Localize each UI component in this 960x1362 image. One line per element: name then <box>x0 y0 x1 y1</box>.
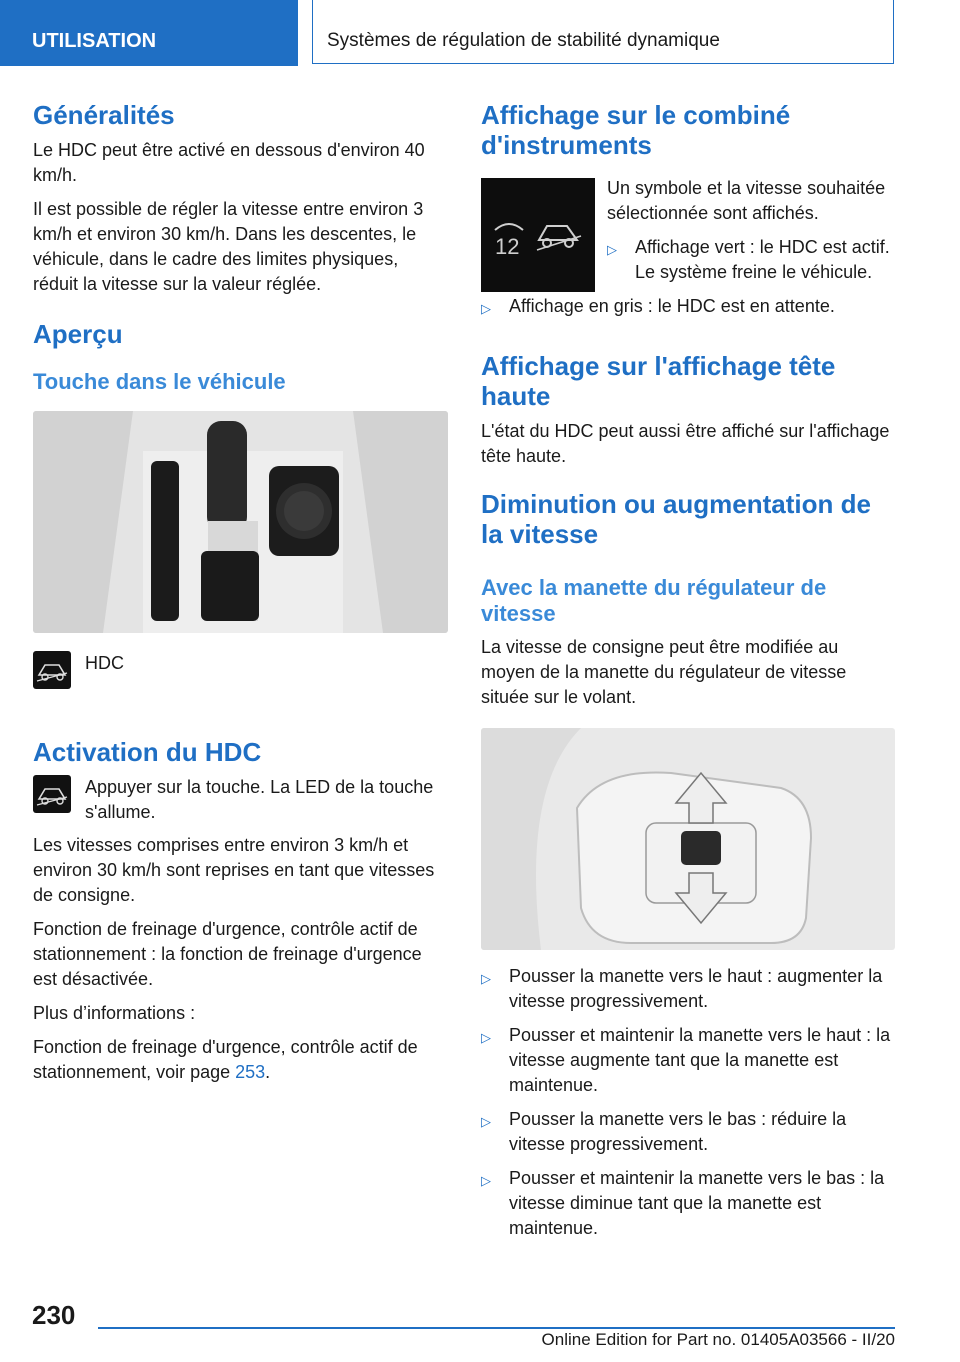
center-console-photo <box>33 411 448 633</box>
heading-hud: Affichage sur l'affichage tête haute <box>481 351 836 411</box>
combine-text-block <box>607 176 895 294</box>
page-link[interactable]: 253 <box>235 1062 266 1082</box>
page-number: 230 <box>32 1300 76 1330</box>
footer-divider <box>98 1327 895 1329</box>
list-item <box>481 964 895 1014</box>
paragraph <box>33 1035 448 1085</box>
combine-text: Un symbole et la vitesse souhaitée sélectionnée sont affichés. <box>607 178 886 223</box>
cluster-display-image <box>481 178 595 292</box>
bullet-triangle-icon: ▷ <box>481 1173 491 1188</box>
heading-apercu: Aperçu <box>33 319 123 349</box>
hdc-icon <box>33 775 71 813</box>
hdc-key-row <box>33 651 448 689</box>
list-item <box>481 294 895 321</box>
paragraph: Les vitesses comprises entre environ 3 km/h et environ 30 km/h sont reprises en tant que vitesses de consigne. <box>33 835 435 905</box>
section-tab: UTILISATION <box>0 0 298 66</box>
bullet-triangle-icon: ▷ <box>481 971 491 986</box>
right-column <box>481 100 895 1250</box>
heading-touche: Touche dans le véhicule <box>33 369 286 394</box>
bullet-text: Affichage en gris : le HDC est en attente. <box>509 296 835 316</box>
bullet-text: Pousser et maintenir la manette vers le bas : la vitesse diminue tant que la manette est maintenue. <box>509 1168 885 1238</box>
heading-lever: Avec la manette du régulateur de vitesse <box>481 575 827 626</box>
bullet-text: Affichage vert : le HDC est actif. Le système freine le véhicule. <box>635 237 890 282</box>
left-column <box>33 100 448 1094</box>
lever-text: La vitesse de consigne peut être modifiée au moyen de la manette du régulateur de vitesse située sur le volant. <box>481 637 847 707</box>
bullet-triangle-icon: ▷ <box>481 301 491 316</box>
hdc-label: HDC <box>85 653 124 673</box>
bullet-text: Pousser la manette vers le bas : réduire la vitesse progressivement. <box>509 1109 847 1154</box>
list-item <box>481 1023 895 1098</box>
bullet-triangle-icon: ▷ <box>607 242 617 257</box>
lever-bullet-list <box>481 964 895 1241</box>
paragraph: Fonction de freinage d'urgence, contrôle actif de stationnement : la fonction de freinage d'urgence est désactivée. <box>33 919 422 989</box>
bullet-text: Pousser et maintenir la manette vers le haut : la vitesse augmente tant que la manette est maintenue. <box>509 1025 891 1095</box>
activation-text: Appuyer sur la touche. La LED de la touche s'allume. <box>85 777 434 822</box>
hud-text: L'état du HDC peut aussi être affiché sur l'affichage tête haute. <box>481 421 890 466</box>
paragraph: Le HDC peut être activé en dessous d'environ 40 km/h. <box>33 140 425 185</box>
heading-activation: Activation du HDC <box>33 737 262 767</box>
bullet-text: Pousser la manette vers le haut : augmenter la vitesse progressivement. <box>509 966 883 1011</box>
combine-block <box>481 176 895 294</box>
activation-row <box>33 775 448 825</box>
ref-text: Fonction de freinage d'urgence, contrôle actif de stationnement, voir page <box>33 1037 418 1082</box>
list-item <box>481 1166 895 1241</box>
paragraph: Plus d’informations : <box>33 1003 196 1023</box>
ref-end: . <box>265 1062 271 1082</box>
hdc-icon <box>33 651 71 689</box>
steering-wheel-lever-photo <box>481 728 895 950</box>
heading-generalites: Généralités <box>33 100 175 130</box>
footer-edition: Online Edition for Part no. 01405A03566 - II/20 <box>541 1330 895 1349</box>
cluster-speed-number: 12 <box>495 234 520 259</box>
heading-speed: Diminution ou augmentation de la vitesse <box>481 489 871 549</box>
paragraph: Il est possible de régler la vitesse entre environ 3 km/h et environ 30 km/h. Dans les descentes, le véhicule, dans le cadre des limites physiques, réduit la vitesse sur la valeur réglée. <box>33 199 424 294</box>
bullet-triangle-icon: ▷ <box>481 1030 491 1045</box>
page-title: Systèmes de régulation de stabilité dynamique <box>312 0 894 64</box>
list-item <box>481 1107 895 1157</box>
bullet-triangle-icon: ▷ <box>481 1114 491 1129</box>
list-item <box>607 235 895 285</box>
heading-combine: Affichage sur le combiné d'instruments <box>481 100 791 160</box>
